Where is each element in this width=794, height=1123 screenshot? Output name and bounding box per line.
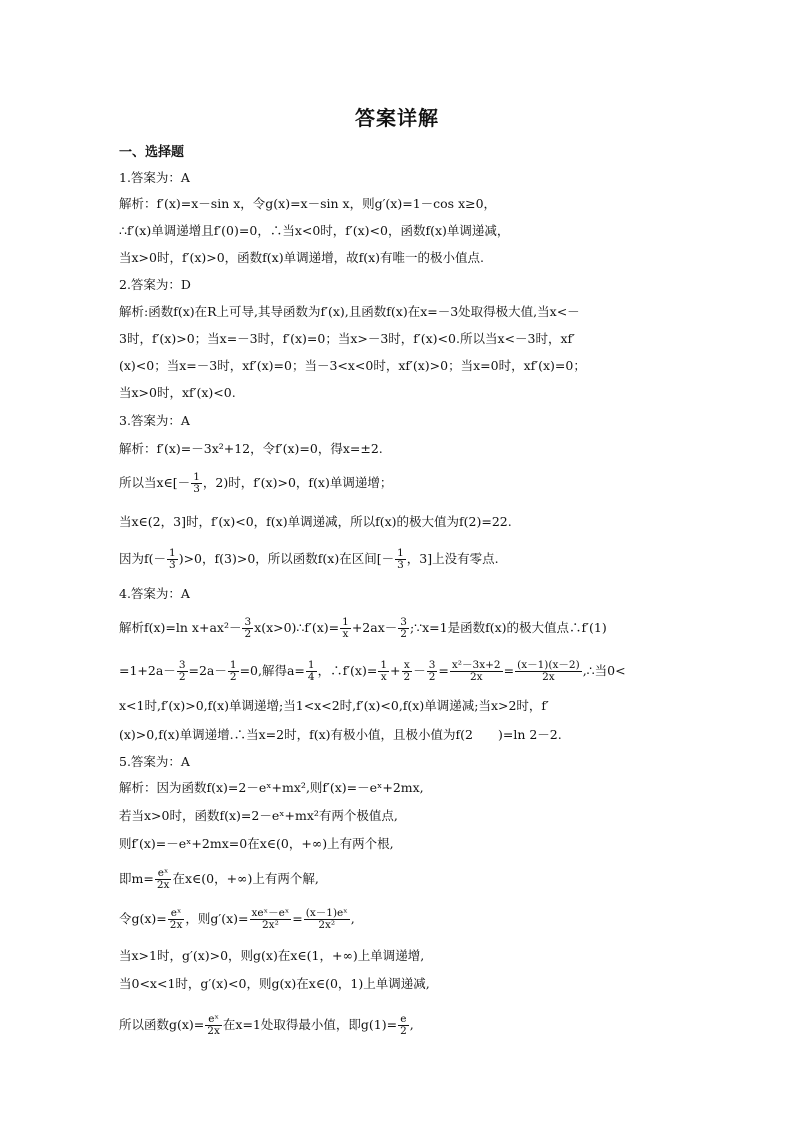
fraction: $\frac{1}{3}$	[169, 547, 176, 572]
fraction: $\frac{\text{xeˣ－eˣ}}{\text{2x²}}$	[251, 907, 290, 932]
q5-line-7: 当0<x<1时，g′(x)<0，则g(x)在x∈(0，1)上单调递减,	[119, 976, 430, 991]
q4-line-4: (x)>0,f(x)单调递增.∴当x=2时，f(x)有极小值，且极小值为f(2 )=ln 2－2.	[119, 727, 562, 742]
q3-line-4: 因为f(－ $\frac{1}{3}$ )>0，f(3)>0，所以函数f(x)在区间[－ $\frac{1}{3}$ ，3]上没有零点.	[119, 547, 499, 572]
document-title: 答案详解	[355, 106, 439, 130]
q3-line-1: 解析：f′(x)=－3x²+12，令f′(x)=0，得x=±2.	[119, 441, 383, 456]
fraction: $\frac{\text{eˣ}}{2x}$	[156, 867, 170, 892]
fraction: $\frac{1}{x}$	[380, 659, 388, 684]
q1-answer: 1.答案为：A	[119, 170, 190, 185]
q2-line-4: 当x>0时，xf′(x)<0.	[119, 385, 236, 400]
q5-line-2: 若当x>0时，函数f(x)=2－eˣ+mx²有两个极值点,	[119, 808, 398, 823]
fraction: $\frac{3}{2}$	[178, 659, 186, 684]
q2-answer: 2.答案为：D	[119, 277, 191, 292]
q2-line-3: (x)<0；当x=－3时，xf′(x)=0；当－3<x<0时，xf′(x)>0；当x=0时，xf′(x)=0；	[119, 358, 586, 373]
q4-line-3: x<1时,f′(x)>0,f(x)单调递增;当1<x<2时,f′(x)<0,f(x)单调递减;当x>2时，f′	[119, 698, 549, 713]
fraction: $\frac{3}{2}$	[428, 659, 436, 684]
fraction: $\frac{\text{(x－1)eˣ}}{\text{2x²}}$	[305, 907, 348, 932]
q5-line-4: 即m= $\frac{\text{eˣ}}{2x}$ 在x∈(0，+∞)上有两个解,	[119, 867, 319, 892]
q1-line-3: 当x>0时，f′(x)>0，函数f(x)单调递增，故f(x)有唯一的极小值点.	[119, 250, 485, 265]
fraction: $\frac{1}{3}$	[397, 547, 404, 572]
fraction: $\frac{\text{eˣ}}{2x}$	[169, 907, 183, 932]
fraction: $\frac{\text{x²－3x+2}}{2x}$	[451, 659, 501, 684]
fraction: $\frac{1}{4}$	[307, 659, 315, 684]
fraction: $\frac{3}{2}$	[400, 616, 407, 641]
section-heading: 一、选择题	[119, 145, 185, 160]
q5-line-3: 则f′(x)=－eˣ+2mx=0在x∈(0，+∞)上有两个根,	[119, 836, 394, 851]
fraction: $\frac{x}{2}$	[403, 659, 411, 684]
q2-line-1: 解析:函数f(x)在R上可导,其导函数为f′(x),且函数f(x)在x=－3处取得极大值,当x<－	[119, 304, 580, 319]
fraction: $\frac{1}{2}$	[229, 659, 237, 684]
q2-line-2: 3时，f′(x)>0；当x=－3时，f′(x)=0；当x>－3时，f′(x)<0.所以当x<－3时，xf′	[119, 331, 575, 346]
fraction: $\frac{1}{3}$	[193, 471, 200, 496]
q3-line-2	[119, 472, 699, 495]
q3-answer: 3.答案为：A	[119, 413, 190, 428]
q5-line-5: 令g(x)= $\frac{\text{eˣ}}{2x}$ ，则g′(x)= $\frac{\text{xeˣ－eˣ}}{\text{2x²}}$ = $\frac{\text{(x－1)eˣ}}{\text{2x²}}$ ,	[119, 907, 355, 932]
q4-answer: 4.答案为：A	[119, 586, 190, 601]
q5-line-1: 解析：因为函数f(x)=2－eˣ+mx²,则f′(x)=－eˣ+2mx,	[119, 780, 424, 795]
q3-line-3: 当x∈(2，3]时，f′(x)<0，f(x)单调递减，所以f(x)的极大值为f(2)=22.	[119, 514, 512, 529]
fraction: $\frac{3}{2}$	[244, 616, 252, 641]
fraction: $\frac{\text{eˣ}}{2x}$	[207, 1013, 220, 1038]
fraction: $\frac{e}{2}$	[400, 1013, 407, 1038]
q1-line-1: 解析：f′(x)=x－sin x，令g(x)=x－sin x，则g′(x)=1－cos x≥0，	[119, 196, 497, 211]
q1-line-2: ∴f′(x)单调递增且f′(0)=0，∴当x<0时，f′(x)<0，函数f(x)单调递减，	[119, 223, 510, 238]
q4-line-2: =1+2a－ $\frac{3}{2}$ =2a－ $\frac{1}{2}$ =0,解得a= $\frac{1}{4}$ ，∴f′(x)= $\frac{1}{x}$ + $\frac{x}{2}$ － $\frac{3}{2}$ = $\frac{\text{x²－3x+2}}{2x}$ = $\frac{(x-1)(x-2)}{2x}$ ,∴当0<	[119, 659, 626, 684]
fraction: $\frac{(x-1)(x-2)}{2x}$	[517, 659, 580, 684]
q5-line-6: 当x>1时，g′(x)>0，则g(x)在x∈(1，+∞)上单调递增,	[119, 948, 425, 963]
q3-text: 所以当x∈[－	[119, 475, 191, 491]
q4-line-1: 解析f(x)=ln x+ax²－ $\frac{3}{2}$ x(x>0)∴f′(x)= $\frac{1}{x}$ +2ax－ $\frac{3}{2}$ ;∵x=1是函数f(x)的极大值点∴f′(1)	[119, 616, 607, 641]
q3-text: ，2)时，f′(x)>0，f(x)单调递增；	[202, 475, 393, 491]
q5-answer: 5.答案为：A	[119, 754, 190, 769]
q5-line-8: 所以函数g(x)= $\frac{\text{eˣ}}{2x}$ 在x=1处取得最小值，即g(1)= $\frac{e}{2}$ ,	[119, 1013, 414, 1038]
fraction: $\frac{1}{x}$	[342, 616, 349, 641]
